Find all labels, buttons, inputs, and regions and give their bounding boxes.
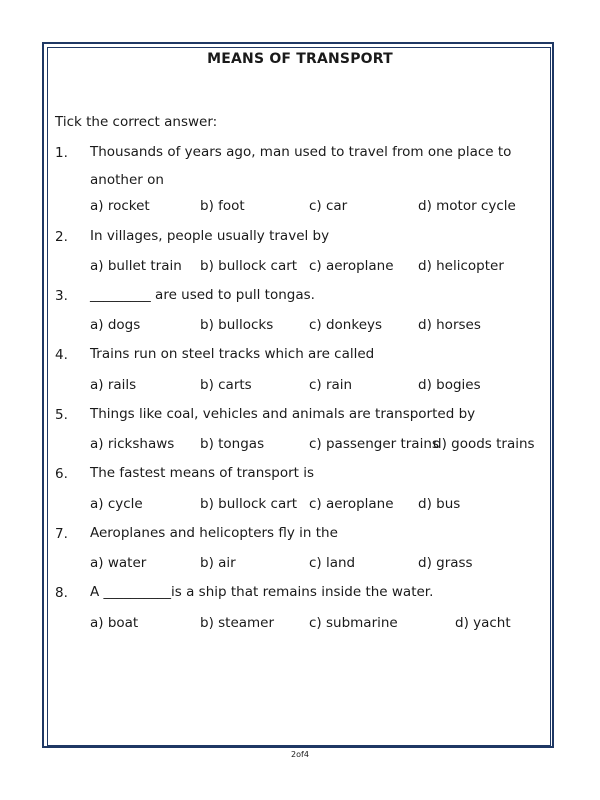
option-a[interactable]: a) rickshaws [90, 436, 175, 452]
option-a[interactable]: a) rocket [90, 198, 150, 214]
page-title: MEANS OF TRANSPORT [207, 51, 393, 67]
page-number: 2of4 [291, 750, 309, 759]
option-c[interactable]: c) donkeys [309, 317, 383, 333]
option-a[interactable]: a) dogs [90, 317, 141, 333]
option-b[interactable]: b) carts [200, 377, 252, 393]
option-c[interactable]: c) car [309, 198, 348, 214]
question-text: Thousands of years ago, man used to travel from one place to another on [90, 144, 512, 188]
option-c[interactable]: c) submarine [309, 615, 398, 631]
option-d[interactable]: d) motor cycle [418, 198, 516, 214]
question-text: The fastest means of transport is [90, 465, 315, 481]
option-d[interactable]: d) horses [418, 317, 481, 333]
question-number: 2. [55, 229, 68, 245]
option-b[interactable]: b) steamer [200, 615, 275, 631]
question-number: 1. [55, 145, 68, 161]
option-b[interactable]: b) bullock cart [200, 496, 298, 512]
option-b[interactable]: b) air [200, 555, 236, 571]
option-c[interactable]: c) land [309, 555, 356, 571]
option-a[interactable]: a) rails [90, 377, 137, 393]
option-d[interactable]: d) helicopter [418, 258, 504, 274]
option-c[interactable]: c) aeroplane [309, 496, 394, 512]
question-number: 8. [55, 585, 68, 601]
question-number: 3. [55, 288, 68, 304]
question-number: 6. [55, 466, 68, 482]
question-text: _________ are used to pull tongas. [90, 287, 315, 303]
option-b[interactable]: b) bullocks [200, 317, 274, 333]
option-d[interactable]: d) bogies [418, 377, 481, 393]
option-d[interactable]: d) grass [418, 555, 473, 571]
option-d[interactable]: d) bus [418, 496, 461, 512]
question-text: Trains run on steel tracks which are called [90, 346, 375, 362]
option-a[interactable]: a) cycle [90, 496, 143, 512]
option-d[interactable]: d) goods trains [433, 436, 535, 452]
question-text: Aeroplanes and helicopters fly in the [90, 525, 338, 541]
option-b[interactable]: b) tongas [200, 436, 265, 452]
question-text: In villages, people usually travel by [90, 228, 330, 244]
question-number: 7. [55, 526, 68, 542]
option-b[interactable]: b) bullock cart [200, 258, 298, 274]
option-c[interactable]: c) passenger trains [309, 436, 439, 452]
option-c[interactable]: c) aeroplane [309, 258, 394, 274]
question-number: 4. [55, 347, 68, 363]
instruction-text: Tick the correct answer: [55, 114, 218, 130]
question-text: Things like coal, vehicles and animals are transported by [90, 406, 476, 422]
question-number: 5. [55, 407, 68, 423]
option-b[interactable]: b) foot [200, 198, 245, 214]
option-d[interactable]: d) yacht [455, 615, 511, 631]
option-a[interactable]: a) bullet train [90, 258, 182, 274]
question-text: A __________is a ship that remains inside the water. [90, 584, 434, 600]
option-a[interactable]: a) water [90, 555, 147, 571]
option-c[interactable]: c) rain [309, 377, 353, 393]
option-a[interactable]: a) boat [90, 615, 139, 631]
